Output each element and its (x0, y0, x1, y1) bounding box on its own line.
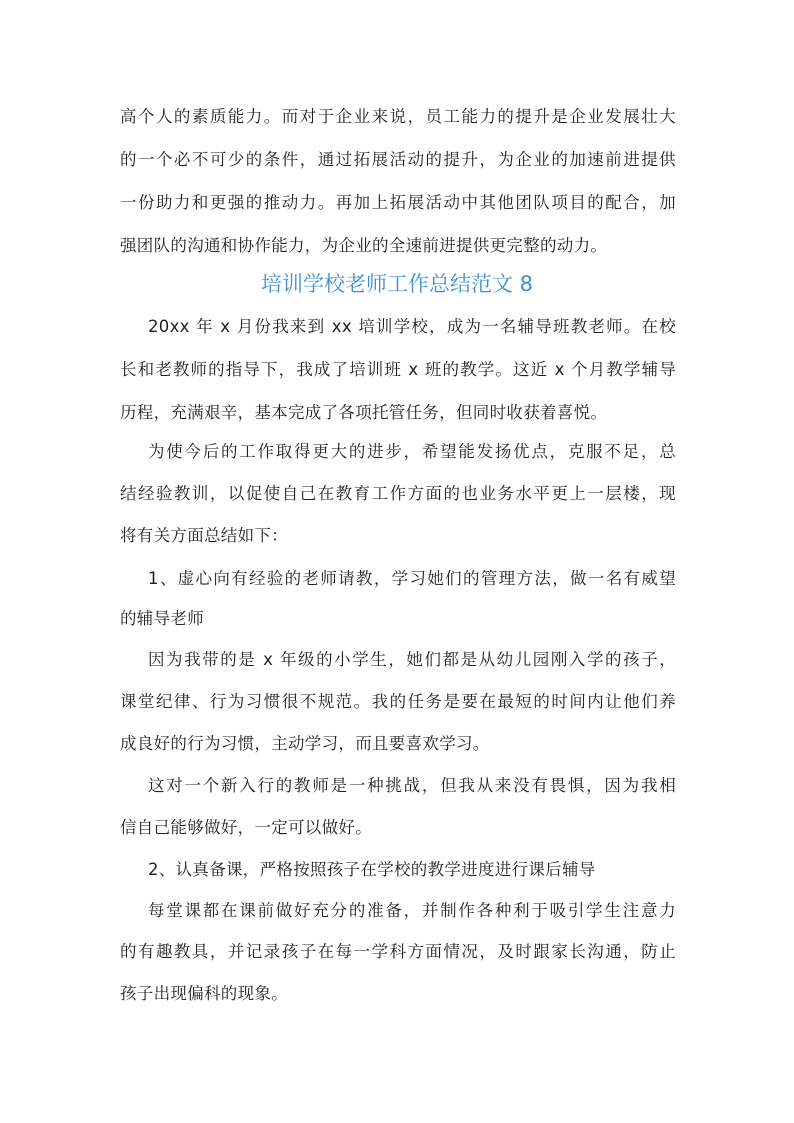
list-item-heading: 2、认真备课，严格按照孩子在学校的教学进度进行课后辅导 (148, 860, 596, 879)
paragraph-line: 历程，充满艰辛，基本完成了各项托管任务，但同时收获着喜悦。 (120, 403, 608, 422)
paragraph-line: 这对一个新入行的教师是一种挑战，但我从来没有畏惧，因为我相 (148, 776, 676, 795)
paragraph-line: 每堂课都在课前做好充分的准备，并制作各种利于吸引学生注意力 (148, 901, 676, 920)
paragraph-line: 孩子出现偏科的现象。 (120, 984, 288, 1003)
paragraph-line: 成良好的行为习惯，主动学习，而且要喜欢学习。 (120, 734, 490, 753)
list-item-heading: 的辅导老师 (120, 609, 204, 628)
paragraph-line: 为使今后的工作取得更大的进步，希望能发扬优点，克服不足，总 (148, 442, 676, 461)
paragraph-line: 课堂纪律、行为习惯很不规范。我的任务是要在最短的时间内让他们养 (120, 692, 676, 711)
paragraph-line: 20xx 年 x 月份我来到 xx 培训学校，成为一名辅导班教老师。在校 (148, 317, 676, 336)
paragraph-line: 强团队的沟通和协作能力，为企业的全速前进提供更完整的动力。 (120, 236, 608, 255)
section-heading: 培训学校老师工作总结范文 8 (260, 272, 534, 296)
paragraph-line: 因为我带的是 x 年级的小学生，她们都是从幼儿园刚入学的孩子， (148, 650, 676, 669)
list-item-heading: 1、虚心向有经验的老师请教，学习她们的管理方法，做一名有威望 (148, 569, 676, 588)
paragraph-line: 信自己能够做好，一定可以做好。 (120, 818, 372, 837)
paragraph-line: 将有关方面总结如下： (120, 526, 288, 545)
paragraph-line: 高个人的素质能力。而对于企业来说，员工能力的提升是企业发展壮大 (120, 107, 676, 126)
paragraph-line: 的有趣教具，并记录孩子在每一学科方面情况，及时跟家长沟通，防止 (120, 942, 676, 961)
paragraph-line: 结经验教训，以促使自己在教育工作方面的也业务水平更上一层楼，现 (120, 484, 676, 503)
paragraph-line: 长和老教师的指导下，我成了培训班 x 班的教学。这近 x 个月教学辅导 (120, 360, 676, 379)
paragraph-line: 一份助力和更强的推动力。再加上拓展活动中其他团队项目的配合，加 (120, 193, 676, 212)
paragraph-line: 的一个必不可少的条件，通过拓展活动的提升，为企业的加速前进提供 (120, 150, 676, 169)
